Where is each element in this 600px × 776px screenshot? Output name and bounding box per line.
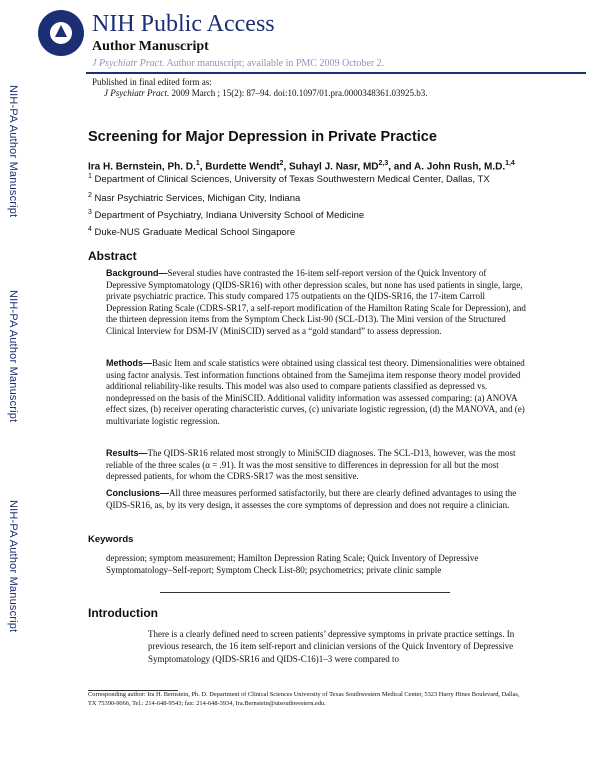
affiliation-3 <box>88 207 364 222</box>
corresponding-author-footnote: Corresponding author: Ira H. Bernstein, Ph. D. Department of Clinical Sciences University of Texas Southwestern Medical Center, 5323 Harry Hines Boulevard, Dallas, TX 75390-9066, Tel.: 214-648-9543; fax: 214-648-3934, Ira.Bernstein@utsouthwestern.edu. <box>88 691 520 707</box>
citation-journal: J Psychiatr Pract. <box>104 88 170 98</box>
abstract-results <box>106 448 526 483</box>
abstract-heading: Abstract <box>88 249 137 263</box>
methods-text: Basic Item and scale statistics were obtained using classical test theory. Dimensionalities were obtained using factor analysis. Test information functions obtained from the Samejima item response theory model provided additional reliability-like results. This model was also used to compare patients classified as depressed vs. nondepressed on the basis of the MiniSCID. Additional validity information was assessed comparing: (a) ANOVA effect sizes, (b) receiver operating characteristic curves, (c) univariate logistic regression, (d) the MANOVA, and (e) multivariate logistic regression. <box>106 358 525 426</box>
hhs-seal-logo <box>38 10 84 56</box>
affiliation-num: 3 <box>88 209 92 216</box>
sidebar-label-middle: NIH-PA Author Manuscript <box>7 290 19 423</box>
author-affiliation-ref: 2 <box>279 160 284 167</box>
keywords-heading: Keywords <box>88 534 134 545</box>
affiliation-num: 4 <box>88 226 92 233</box>
header-availability <box>92 58 384 70</box>
methods-label: Methods— <box>106 358 152 368</box>
header-journal: J Psychiatr Pract. <box>92 58 165 69</box>
author-affiliation-ref: 2,3 <box>378 160 389 167</box>
conclusions-label: Conclusions— <box>106 488 170 498</box>
abstract-background <box>106 268 526 338</box>
affiliation-1 <box>88 171 490 186</box>
affiliation-4 <box>88 224 295 239</box>
introduction-heading: Introduction <box>88 606 158 620</box>
introduction-text: There is a clearly defined need to screen patients’ depressive symptoms in private practice settings. In previous research, the 16 item self-report and clinician versions of the Quick Inventory of Depressive Symptomatology (QIDS-SR16 and QIDS-C16)1–3 were compared to <box>148 629 515 664</box>
affiliation-text: Department of Clinical Sciences, University of Texas Southwestern Medical Center, Dallas, TX <box>94 174 490 186</box>
background-label: Background— <box>106 268 168 278</box>
citation-details: 2009 March ; 15(2): 87–94. doi:10.1097/01.pra.0000348361.03925.b3. <box>171 88 428 98</box>
author-list: Ira H. Bernstein, Ph. D.$^1$, Burdette Wendt$^2$, Suhayl J. Nasr, MD$^{2,3}$, and A. John Rush, M.D.$^{1,4}$ <box>88 160 515 173</box>
sidebar-label-top: NIH-PA Author Manuscript <box>7 85 19 218</box>
affiliation-2 <box>88 190 300 205</box>
conclusions-text: All three measures performed satisfactorily, but there are clearly defined advantages to using the QIDS-SR16, as, by its very design, it assesses the core symptoms of depression and does not require a clinician. <box>106 488 517 510</box>
results-label: Results— <box>106 448 148 458</box>
author-name: Suhayl J. Nasr, MD <box>289 161 379 173</box>
affiliation-num: 2 <box>88 192 92 199</box>
publication-note: Published in final edited form as: <box>92 77 212 87</box>
abstract-conclusions <box>106 488 526 511</box>
publication-citation <box>104 88 427 99</box>
header-title: NIH Public Access <box>92 11 275 37</box>
background-text: Several studies have contrasted the 16-item self-report version of the Quick Inventory of Depressive Symptomatology (QIDS-SR16) with other depression scales, but none has used patients in single, large, private psychiatric practice. This study compared 175 outpatients on the QIDS-SR16, the 17-item Carroll Depression Rating Scale (CDRS-SR17, a self-report modification of the Hamilton Rating Scale for Depression), and the thirteen depression items from the Symptom Check List-90 (SCL-D13). The Mini version of the Structured Clinical Interview for DSM-IV (MiniSCID) served as a “gold standard” to assess depression. <box>106 268 526 336</box>
sidebar-label-bottom: NIH-PA Author Manuscript <box>7 500 19 633</box>
affiliation-num: 1 <box>88 173 92 180</box>
author-name: Ira H. Bernstein, Ph. D. <box>88 161 196 173</box>
author-affiliation-ref: 1,4 <box>505 160 515 167</box>
keywords-text: depression; symptom measurement; Hamilton Depression Rating Scale; Quick Inventory of Depressive Symptomatology–Self-report; Symptom Check List-80; psychometrics; private clinic sample <box>106 553 479 575</box>
author-name: A. John Rush, M.D. <box>413 161 506 173</box>
author-affiliation-ref: 1 <box>195 160 200 167</box>
results-text: The QIDS-SR16 related most strongly to MiniSCID diagnoses. The SCL-D13, however, was the most reliable of the three scales (α = .91). It was the most sensitive to differences in depression for all but the most depressed patients, for whom the CDRS-SR17 was the most sensitive. <box>106 448 516 482</box>
affiliation-text: Department of Psychiatry, Indiana University School of Medicine <box>94 210 365 222</box>
header-availability-text: Author manuscript; available in PMC 2009 October 2. <box>166 58 385 69</box>
header-subtitle: Author Manuscript <box>92 39 209 54</box>
paper-title: Screening for Major Depression in Private Practice <box>88 129 437 145</box>
abstract-methods <box>106 358 526 428</box>
section-divider <box>160 592 450 593</box>
author-name: Burdette Wendt <box>205 161 280 173</box>
header-rule <box>86 72 586 74</box>
affiliation-text: Duke-NUS Graduate Medical School Singapore <box>94 227 296 239</box>
affiliation-text: Nasr Psychiatric Services, Michigan City, Indiana <box>94 193 301 205</box>
